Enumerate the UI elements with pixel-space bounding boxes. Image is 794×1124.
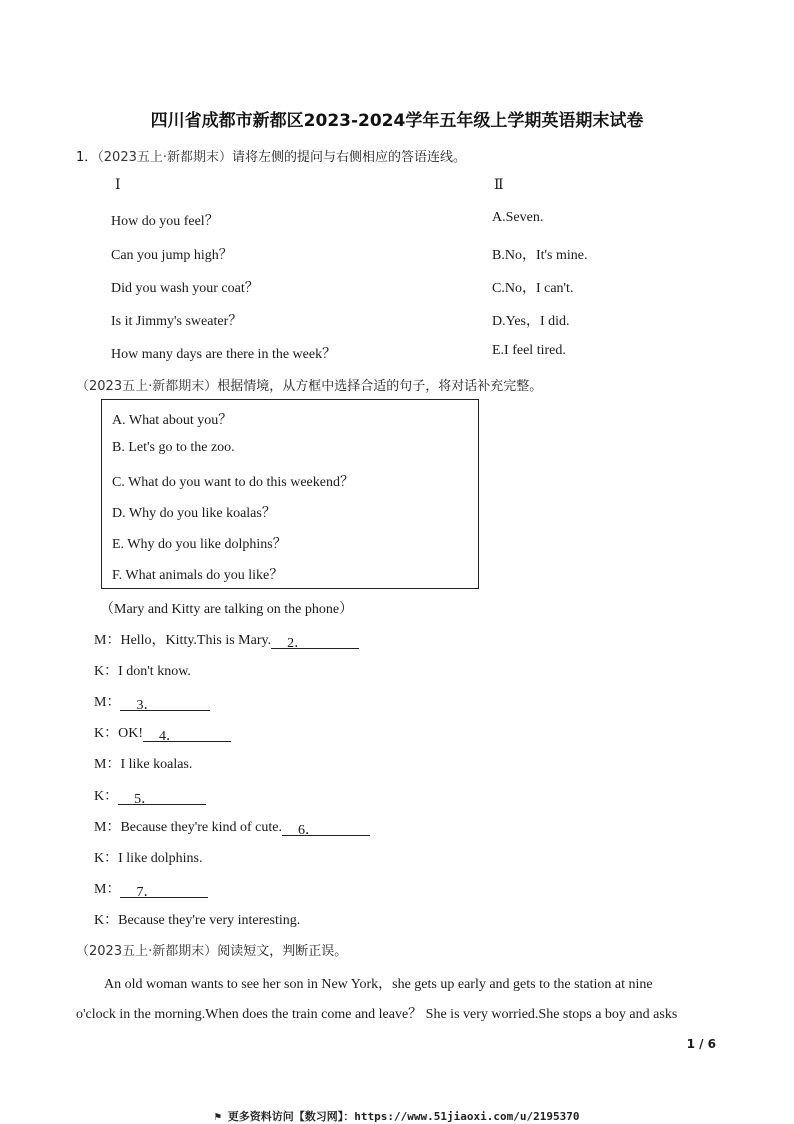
option-item: B. Let's go to the zoo. [112,440,235,455]
speaker-label: M： [94,633,121,648]
dialogue-context: （Mary and Kitty are talking on the phone） [100,602,354,617]
dialogue-line [94,847,203,867]
answer-blank[interactable] [120,694,210,711]
question-item: Is it Jimmy's sweater？ [111,314,243,329]
speaker-label: K： [94,851,119,866]
answer-blank[interactable] [118,788,206,805]
question-source: （2023五上·新都期末） [76,944,218,959]
speaker-label: M： [94,820,121,835]
question-source: （2023五上·新都期末） [76,379,218,394]
dialogue-line [94,753,192,773]
option-item: E. Why do you like dolphins？ [112,537,287,552]
option-item: C. What do you want to do this weekend？ [112,475,354,490]
option-item: F. What animals do you like？ [112,568,284,583]
question-1-header [76,146,466,165]
dialogue-text: I don't know. [118,664,191,679]
speaker-label: M： [94,757,121,772]
speaker-label: K： [94,726,119,741]
dialogue-line [94,722,231,742]
dialogue-text: OK! [118,726,144,741]
footer-link[interactable] [0,1108,794,1124]
column-header-1: Ⅰ [115,178,121,193]
dialogue-line [94,816,370,836]
speaker-label: K： [94,789,119,804]
answer-blank[interactable] [271,632,359,649]
blank-number: 7． [136,885,158,900]
question-item: Can you jump high？ [111,248,233,263]
dialogue-text: I like koalas. [120,757,193,772]
option-item: A. What about you？ [112,413,233,428]
answer-blank[interactable] [282,819,370,836]
column-header-2: Ⅱ [494,178,504,193]
page-title: 四川省成都市新都区2023-2024学年五年级上学期英语期末试卷 [150,111,644,131]
question-item: How do you feel？ [111,214,219,229]
question-item: How many days are there in the week？ [111,347,337,362]
dialogue-text: Hello，Kitty.This is Mary. [120,633,272,648]
dialogue-text: I like dolphins. [118,851,203,866]
blank-number: 4． [159,729,181,744]
answer-blank[interactable] [143,725,231,742]
question-source: （2023五上·新都期末） [97,150,232,165]
dialogue-line [94,660,191,680]
answer-blank[interactable] [120,881,208,898]
footer-text: 更多资料访问【数习网】：https://www.51jiaoxi.com/u/2195370 [227,1110,580,1123]
dialogue-line [94,785,206,805]
speaker-label: M： [94,695,121,710]
dialogue-text: Because they're kind of cute. [120,820,282,835]
page-number: 1 / 6 [686,1037,716,1051]
passage-line: An old woman wants to see her son in New York，she gets up early and gets to the station at nine [104,977,653,992]
question-2-header [76,375,542,394]
dialogue-line [94,691,210,711]
dialogue-line [94,629,359,649]
answer-item: A.Seven. [492,210,544,225]
flag-icon: ⚑ [214,1110,228,1123]
blank-number: 5． [134,792,156,807]
blank-number: 3． [136,698,158,713]
question-3-header [76,940,347,959]
question-instruction: 阅读短文，判断正误。 [217,944,348,959]
question-item: Did you wash your coat？ [111,281,259,296]
blank-number: 2． [287,636,309,651]
speaker-label: K： [94,913,119,928]
answer-item: B.No，It's mine. [492,248,588,263]
question-number: 1． [76,150,98,165]
passage-line: o'clock in the morning.When does the train come and leave？ She is very worried.She stops a boy and asks [76,1007,678,1022]
blank-number: 6． [297,823,319,838]
answer-item: D.Yes，I did. [492,314,570,329]
answer-item: C.No，I can't. [492,281,574,296]
dialogue-line [94,878,208,898]
speaker-label: M： [94,882,121,897]
speaker-label: K： [94,664,119,679]
option-item: D. Why do you like koalas？ [112,506,276,521]
dialogue-text: Because they're very interesting. [118,913,301,928]
answer-item: E.I feel tired. [492,343,566,358]
dialogue-line [94,909,300,929]
question-instruction: 请将左侧的提问与右侧相应的答语连线。 [232,150,467,165]
question-instruction: 根据情境，从方框中选择合适的句子，将对话补充完整。 [217,379,543,394]
